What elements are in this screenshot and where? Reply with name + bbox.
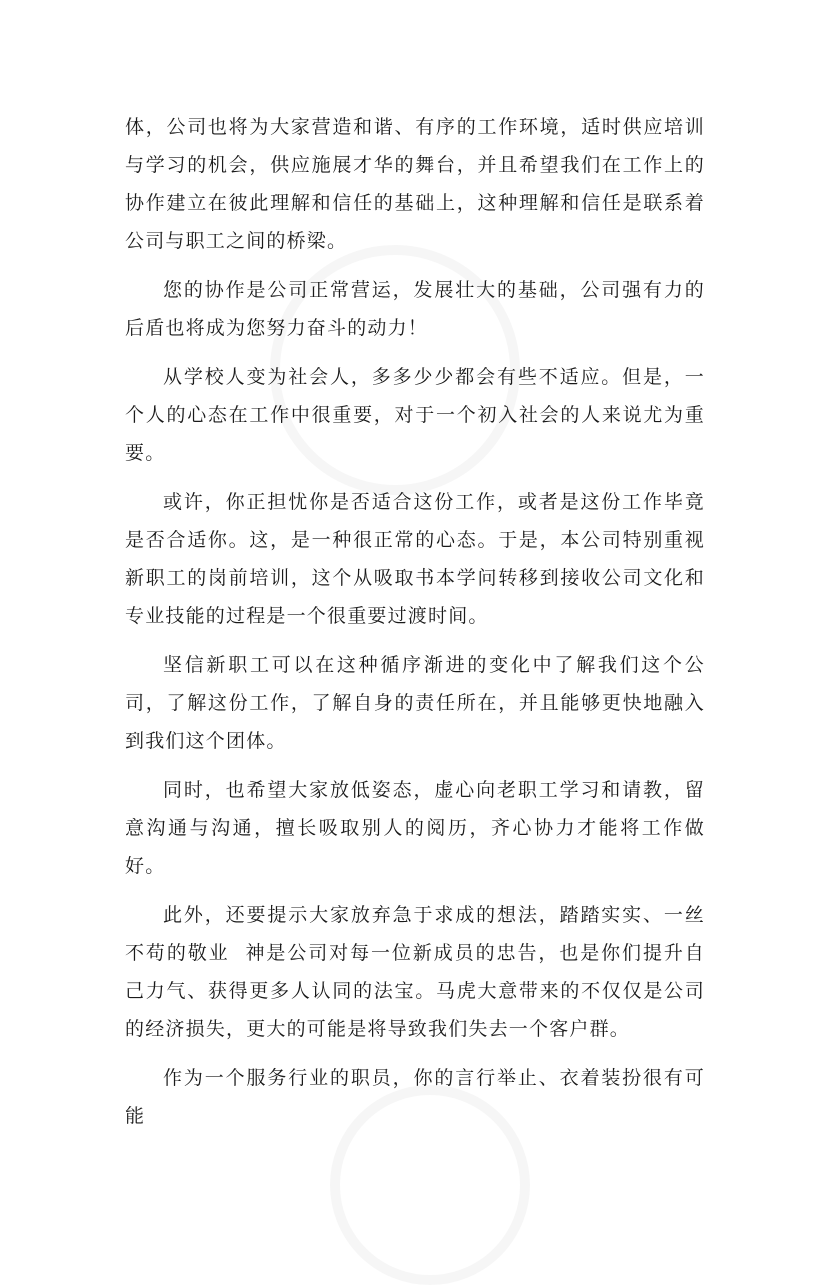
paragraph: 作为一个服务行业的职员，你的言行举止、衣着装扮很有可能 <box>125 1067 705 1127</box>
paragraph: 或许，你正担忧你是否适合这份工作，或者是这份工作毕竟是否合适你。这，是一种很正常的心态。于是，本公司特别重视新职工的岗前培训，这个从吸取书本学问转移到接收公司文化和专业技能的过程是一个很重要过渡时间。 <box>125 491 705 627</box>
paragraph: 坚信新职工可以在这种循序渐进的变化中了解我们这个公司，了解这份工作，了解自身的责任所在，并且能够更快地融入到我们这个团体。 <box>125 654 705 752</box>
paragraph: 您的协作是公司正常营运，发展壮大的基础，公司强有力的后盾也将成为您努力奋斗的动力！ <box>125 279 705 339</box>
paragraph: 同时，也希望大家放低姿态，虚心向老职工学习和请教，留意沟通与沟通，擅长吸取别人的阅历，齐心协力才能将工作做好。 <box>125 779 705 877</box>
paragraph: 体，公司也将为大家营造和谐、有序的工作环境，适时供应培训与学习的机会，供应施展才华的舞台，并且希望我们在工作上的协作建立在彼此理解和信任的基础上，这种理解和信任是联系着公司与职工之间的桥梁。 <box>125 116 705 252</box>
document-body <box>125 108 705 1146</box>
paragraph: 从学校人变为社会人，多多少少都会有些不适应。但是，一个人的心态在工作中很重要，对于一个初入社会的人来说尤为重要。 <box>125 366 705 464</box>
paragraph: 此外，还要提示大家放弃急于求成的想法，踏踏实实、一丝不苟的敬业 神是公司对每一位新成员的忠告，也是你们提升自己力气、获得更多人认同的法宝。马虎大意带来的不仅仅是公司的经济损失，更大的可能是将导致我们失去一个客户群。 <box>125 904 705 1040</box>
